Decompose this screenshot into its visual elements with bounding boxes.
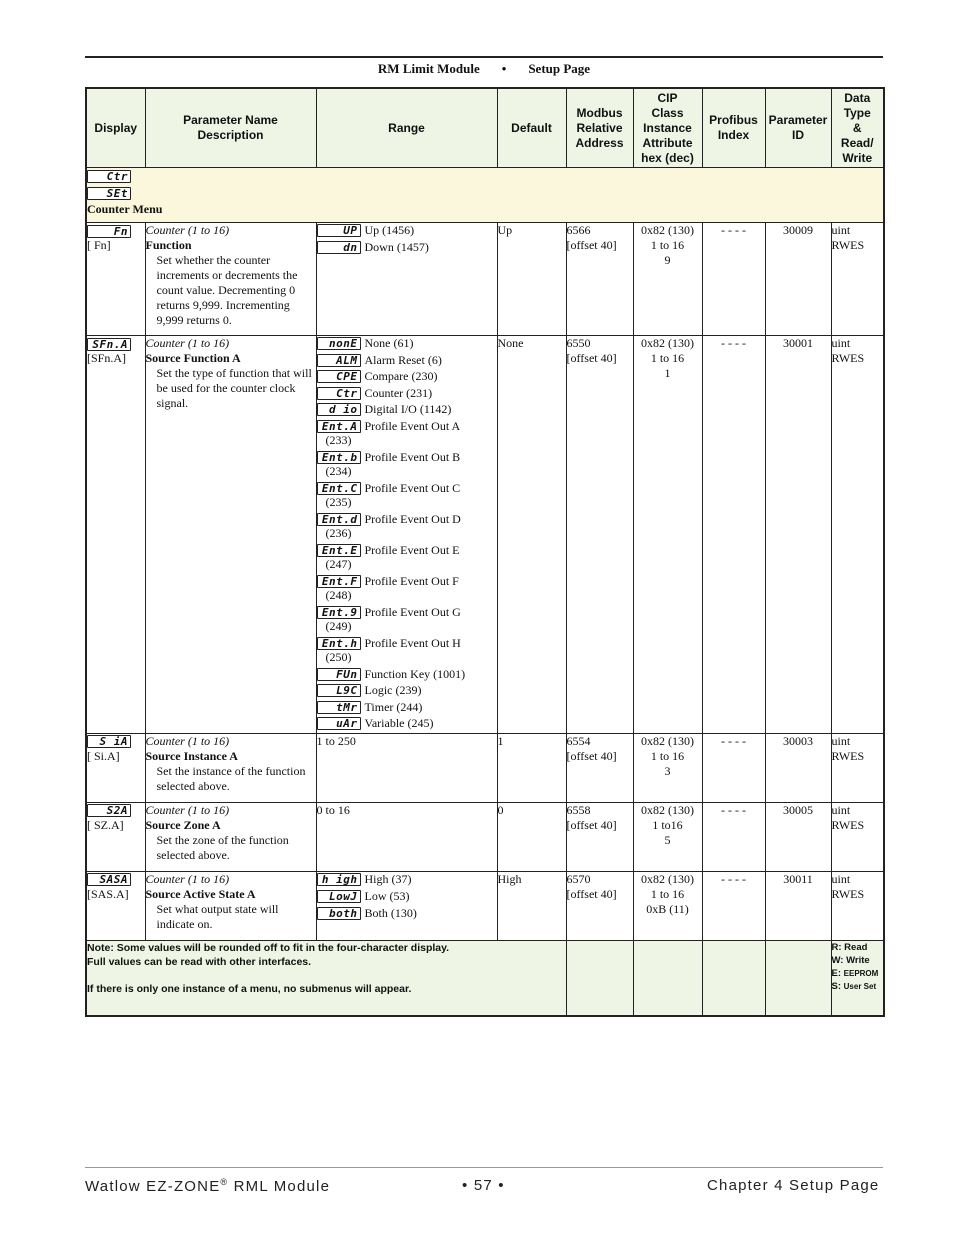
data-type: uint <box>831 223 851 237</box>
lcd-display: S iA <box>87 735 131 748</box>
range-code: (247) <box>325 557 352 571</box>
table-row <box>86 223 884 336</box>
cip-attribute: 0xB (11) <box>646 901 689 916</box>
param-name: Function <box>145 238 192 252</box>
range-option <box>317 369 497 384</box>
lcd-display: S2A <box>87 804 131 817</box>
cip-class: 0x82 (130) <box>641 336 694 350</box>
cip-class: 0x82 (130) <box>641 871 694 886</box>
cip-attribute: 3 <box>664 763 671 778</box>
cip-attribute: 9 <box>664 253 671 267</box>
range-text: Variable (245) <box>364 716 434 730</box>
lcd-display: h igh <box>317 873 361 886</box>
footer-chapter: Chapter 4 Setup Page <box>707 1177 880 1194</box>
parameter-id: 30009 <box>765 223 831 336</box>
modbus-address: 6566 <box>566 223 591 237</box>
range-code: (250) <box>325 650 352 664</box>
cip-instance: 1 to 16 <box>650 748 685 763</box>
lcd-display: Ctr <box>317 387 361 400</box>
range-option <box>317 543 497 572</box>
range-text: Profile Event Out H <box>364 635 461 650</box>
lcd-display: Ent.9 <box>317 606 361 619</box>
range-code: (236) <box>325 526 352 540</box>
legend-write: Write <box>846 954 870 966</box>
param-name: Source Active State A <box>145 886 256 901</box>
param-description: Set the zone of the function selected above. <box>156 832 289 862</box>
cip-attribute: 1 <box>664 366 671 380</box>
menu-row <box>86 168 884 223</box>
parameter-id: 30011 <box>765 871 831 940</box>
lcd-display: uAr <box>317 717 361 730</box>
profibus-index: - - - - <box>702 336 765 734</box>
lcd-display: Ent.F <box>317 575 361 588</box>
param-description: Set the type of function that will be used for the counter clock signal. <box>156 366 312 410</box>
range-option <box>317 481 497 510</box>
header-bullet: • <box>501 61 507 76</box>
cip-instance: 1 to 16 <box>650 351 685 365</box>
param-description: Set whether the counter increments or decrements the count value. Decrementing 0 returns 9,999. Incrementing 9,999 returns 0. <box>156 253 298 327</box>
modbus-address: 6558 <box>566 802 591 817</box>
lcd-display: Ent.A <box>317 420 361 433</box>
default-value: 0 <box>497 802 566 871</box>
lcd-display: Ent.C <box>317 482 361 495</box>
modbus-address: 6554 <box>566 733 591 748</box>
range-text: Both (130) <box>364 905 417 920</box>
note-line: Note: Some values will be rounded off to fit in the four-character display. <box>87 941 450 954</box>
page-name: Setup Page <box>528 61 591 76</box>
range-option <box>317 872 497 887</box>
lcd-display: Fn <box>87 225 131 238</box>
cip-instance: 1 to16 <box>652 817 683 832</box>
range-option <box>317 353 497 368</box>
range-text: Profile Event Out B <box>364 449 461 464</box>
cip-instance: 1 to 16 <box>650 238 685 252</box>
col-display: Display <box>86 88 145 168</box>
lcd-display: Ent.d <box>317 513 361 526</box>
param-name: Source Function A <box>145 351 241 365</box>
range-option <box>317 605 497 634</box>
col-default: Default <box>497 88 566 168</box>
footer-rule <box>85 1167 883 1168</box>
range-code: (233) <box>325 433 352 447</box>
table-row <box>86 871 884 940</box>
legend-read: Read <box>844 941 868 953</box>
lcd-display: SEt <box>87 187 131 200</box>
col-range: Range <box>316 88 497 168</box>
lcd-display: tMr <box>317 701 361 714</box>
lcd-display: L9C <box>317 684 361 697</box>
lcd-display: Ctr <box>87 170 131 183</box>
lcd-display: SFn.A <box>87 338 131 351</box>
modbus-address: 6570 <box>566 871 591 886</box>
cip-instance: 1 to 16 <box>650 886 685 901</box>
range-option <box>317 402 497 417</box>
col-parameter-name: Parameter Name Description <box>145 88 316 168</box>
data-type: uint <box>831 733 851 748</box>
range-option <box>317 574 497 603</box>
modbus-offset: [offset 40] <box>566 886 617 901</box>
default-value: None <box>497 336 566 734</box>
rw-legend: R: Read W: Write E: EEPROM S: User Set <box>831 940 884 1016</box>
cip-class: 0x82 (130) <box>641 802 694 817</box>
range-code: (235) <box>325 495 352 509</box>
cip-class: 0x82 (130) <box>641 733 694 748</box>
top-rule <box>85 56 883 58</box>
range-text: High (37) <box>364 871 412 886</box>
param-scope: Counter (1 to 16) <box>145 733 230 748</box>
data-type: uint <box>831 802 851 817</box>
note-line: Full values can be read with other interfaces. <box>87 955 312 968</box>
range-option <box>317 240 497 255</box>
lcd-display: CPE <box>317 370 361 383</box>
table-header-row <box>86 88 884 168</box>
col-parameter-id: Parameter ID <box>765 88 831 168</box>
range-option <box>317 386 497 401</box>
lcd-display: both <box>317 907 361 920</box>
default-value: High <box>497 871 566 940</box>
range-code: (248) <box>325 588 352 602</box>
range-text: Profile Event Out E <box>364 542 460 557</box>
lcd-display: FUn <box>317 668 361 681</box>
range-option <box>317 683 497 698</box>
range-text: Low (53) <box>364 888 410 903</box>
table-row <box>86 336 884 734</box>
range-option <box>317 716 497 731</box>
menu-label: Counter Menu <box>87 202 163 216</box>
data-type: uint <box>831 336 851 350</box>
param-scope: Counter (1 to 16) <box>145 802 230 817</box>
cip-class: 0x82 (130) <box>641 223 694 237</box>
default-value: Up <box>497 223 566 336</box>
range-code: (249) <box>325 619 352 633</box>
range-text: Logic (239) <box>364 683 422 697</box>
profibus-index: - - - - <box>702 223 765 336</box>
parameter-table <box>85 87 885 1017</box>
range-option <box>317 336 497 351</box>
range-option <box>317 450 497 479</box>
param-description: Set the instance of the function selected above. <box>156 763 306 793</box>
param-description: Set what output state will indicate on. <box>156 901 279 931</box>
range-text: Timer (244) <box>364 699 423 714</box>
parameter-id: 30005 <box>765 802 831 871</box>
legend-user-set: User Set <box>843 981 877 991</box>
param-name: Source Instance A <box>145 748 238 763</box>
page-header <box>85 61 883 77</box>
col-profibus: Profibus Index <box>702 88 765 168</box>
data-type: uint <box>831 871 851 886</box>
range-text: Profile Event Out F <box>364 573 459 588</box>
modbus-offset: [offset 40] <box>566 748 617 763</box>
profibus-index: - - - - <box>702 871 765 940</box>
parameter-id: 30003 <box>765 733 831 802</box>
profibus-index: - - - - <box>702 733 765 802</box>
range-option <box>317 636 497 665</box>
range-text: 0 to 16 <box>316 802 497 871</box>
range-text: Profile Event Out C <box>364 480 461 495</box>
display-label: [ SZ.A] <box>87 817 124 832</box>
profibus-index: - - - - <box>702 802 765 871</box>
range-option <box>317 667 497 682</box>
lcd-display: nonE <box>317 337 361 350</box>
range-option <box>317 889 497 904</box>
cip-attribute: 5 <box>664 832 671 847</box>
range-option <box>317 906 497 921</box>
range-text: 1 to 250 <box>316 733 497 802</box>
page-number: • 57 • <box>462 1177 505 1194</box>
lcd-display: LowJ <box>317 890 361 903</box>
range-text: Counter (231) <box>364 385 433 400</box>
range-option <box>317 419 497 448</box>
modbus-offset: [offset 40] <box>566 238 617 252</box>
lcd-display: d io <box>317 403 361 416</box>
parameter-id: 30001 <box>765 336 831 734</box>
range-code: (234) <box>325 464 352 478</box>
table-row <box>86 802 884 871</box>
range-text: Alarm Reset (6) <box>364 352 442 367</box>
read-write: RWES <box>831 886 865 901</box>
default-value: 1 <box>497 733 566 802</box>
display-label: [SFn.A] <box>87 351 127 365</box>
display-label: [SAS.A] <box>87 886 129 901</box>
range-text: Profile Event Out G <box>364 604 461 619</box>
col-modbus: Modbus Relative Address <box>566 88 633 168</box>
lcd-display: Ent.h <box>317 637 361 650</box>
display-label: [ Fn] <box>87 238 111 252</box>
col-data-type: Data Type & Read/ Write <box>831 88 884 168</box>
range-text: Function Key (1001) <box>364 666 466 681</box>
lcd-display: dn <box>317 241 361 254</box>
range-text: None (61) <box>364 336 414 350</box>
param-scope: Counter (1 to 16) <box>145 336 230 350</box>
range-text: Compare (230) <box>364 369 438 383</box>
display-label: [ Si.A] <box>87 748 120 763</box>
range-text: Profile Event Out A <box>364 418 461 433</box>
param-scope: Counter (1 to 16) <box>145 223 230 237</box>
range-text: Profile Event Out D <box>364 511 461 526</box>
legend-eeprom: EEPROM <box>843 968 879 978</box>
range-text: Down (1457) <box>364 240 429 254</box>
footer-left: Watlow EZ-ZONE® RML Module <box>85 1177 331 1195</box>
lcd-display: Ent.b <box>317 451 361 464</box>
range-text: Digital I/O (1142) <box>364 402 452 416</box>
param-scope: Counter (1 to 16) <box>145 871 230 886</box>
lcd-display: UP <box>317 224 361 237</box>
read-write: RWES <box>831 238 865 252</box>
lcd-display: SASA <box>87 873 131 886</box>
table-row <box>86 733 884 802</box>
modbus-offset: [offset 40] <box>566 817 617 832</box>
lcd-display: Ent.E <box>317 544 361 557</box>
col-cip: CIP Class Instance Attribute hex (dec) <box>633 88 702 168</box>
modbus-address: 6550 <box>566 336 591 350</box>
registered-mark: ® <box>220 1177 229 1187</box>
read-write: RWES <box>831 748 865 763</box>
range-option <box>317 512 497 541</box>
param-name: Source Zone A <box>145 817 221 832</box>
range-option <box>317 223 497 238</box>
range-option <box>317 700 497 715</box>
lcd-display: ALM <box>317 354 361 367</box>
note-row <box>86 940 884 1016</box>
modbus-offset: [offset 40] <box>566 351 617 365</box>
module-title: RM Limit Module <box>377 61 480 76</box>
note-line: If there is only one instance of a menu, no submenus will appear. <box>87 982 412 995</box>
read-write: RWES <box>831 351 865 365</box>
range-text: Up (1456) <box>364 223 415 237</box>
read-write: RWES <box>831 817 865 832</box>
